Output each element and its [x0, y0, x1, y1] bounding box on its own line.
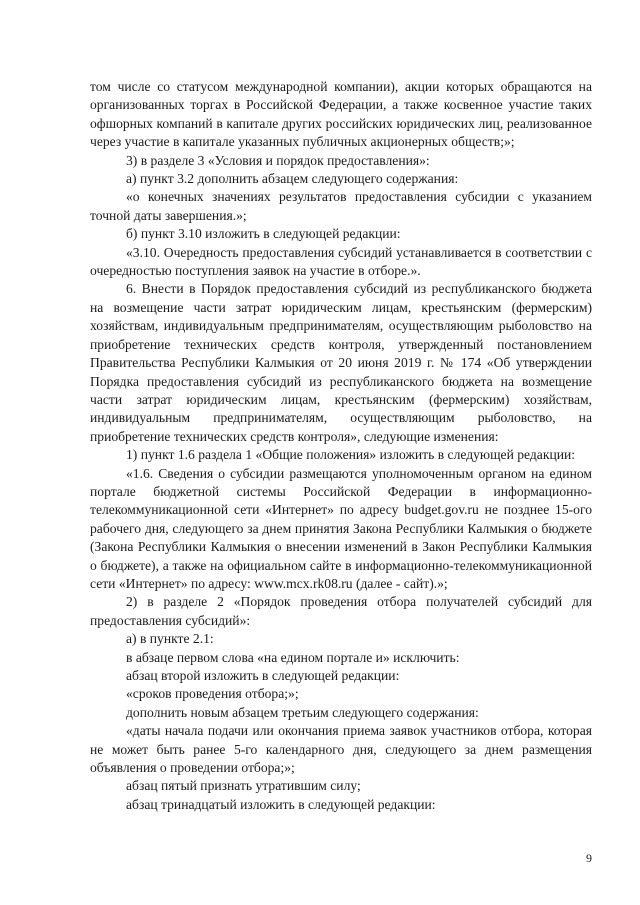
paragraph: 3) в разделе 3 «Условия и порядок предоставления»:: [126, 152, 430, 168]
page-number: 9: [586, 851, 592, 865]
paragraph: «сроков проведения отбора;»;: [126, 686, 299, 702]
paragraph: дополнить новым абзацем третьим следующего содержания:: [126, 704, 479, 720]
paragraph: а) в пункте 2.1:: [126, 631, 214, 647]
paragraph: 1) пункт 1.6 раздела 1 «Общие положения» изложить в следующей редакции:: [126, 447, 576, 463]
paragraph: абзац пятый признать утратившим силу;: [126, 778, 361, 794]
paragraph: абзац тринадцатый изложить в следующей редакции:: [126, 796, 436, 812]
paragraph: в абзаце первом слова «на едином портале и» исключить:: [126, 649, 460, 665]
paragraph: б) пункт 3.10 изложить в следующей редакции:: [126, 226, 401, 242]
paragraph: 2) в разделе 2 «Порядок проведения отбора получателей субсидий для предоставления субсидий»:: [90, 594, 592, 628]
paragraph: том числе со статусом международной компании), акции которых обращаются на организованных торгах в Российской Федерации, а также косвенное участие таких офшорных компаний в капитале других российских юридических лиц, реализованное через участие в капитале указанных публичных акционерных обществ;»;: [90, 79, 592, 150]
paragraph: «1.6. Сведения о субсидии размещаются уполномоченным органом на едином портале бюджетной системы Российской Федерации в информационно-телекоммуникационной сети «Интернет» по адресу budget.gov.ru не позднее 15-ого рабочего дня, следующего за днем принятия Закона Республики Калмыкия о бюджете (Закона Республики Калмыкия о внесении изменений в Закон Республики Калмыкия о бюджете), а также на официальном сайте в информационно-телекоммуникационной сети «Интернет» по адресу: www.mcx.rk08.ru (далее - сайт).»;: [90, 465, 592, 591]
paragraph: «о конечных значениях результатов предоставления субсидии с указанием точной даты завершения.»;: [90, 189, 592, 223]
paragraph: «3.10. Очередность предоставления субсидий устанавливается в соответствии с очередностью поступления заявок на участие в отборе.».: [90, 244, 592, 279]
paragraph: а) пункт 3.2 дополнить абзацем следующего содержания:: [126, 171, 459, 187]
paragraph: 6. Внести в Порядок предоставления субсидий из республиканского бюджета на возмещение части затрат юридическим лицам, крестьянским (фермерским) хозяйствам, индивидуальным предпринимателям, осуществляющим рыболовство на приобретение технических средств контроля, утвержденный постановлением Правительства Республики Калмыкия от 20 июня 2019 г. № 174 «Об утверждении Порядка предоставления субсидий из республиканского бюджета на возмещение части затрат юридическим лицам, крестьянским (фермерским) хозяйствам, индивидуальным предпринимателям, осуществляющим рыболовство, на приобретение технических средств контроля», следующие изменения:: [90, 281, 592, 444]
paragraph: «даты начала подачи или окончания приема заявок участников отбора, которая не может быть ранее 5-го календарного дня, следующего за днем размещения объявления о проведении отбора;»;: [90, 723, 592, 776]
paragraph: абзац второй изложить в следующей редакции:: [126, 668, 400, 683]
document-body: [90, 78, 592, 814]
